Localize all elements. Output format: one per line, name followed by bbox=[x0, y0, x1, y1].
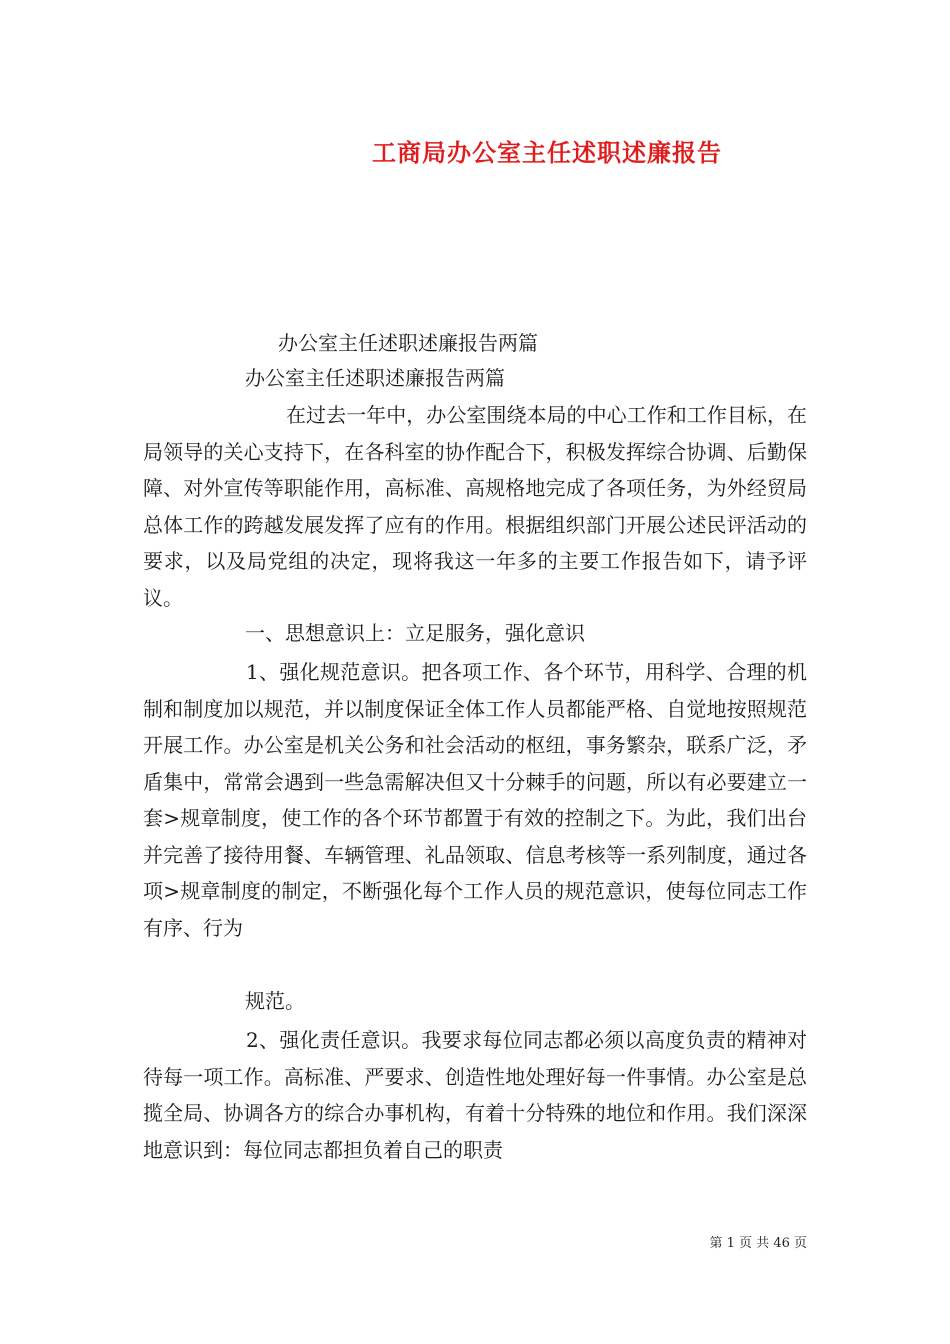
paragraph-intro: 在过去一年中，办公室围绕本局的中心工作和工作目标，在局领导的关心支持下，在各科室的协作配合下，积极发挥综合协调、后勤保障、对外宣传等职能作用，高标准、高规格地完成了各项任务，为外经贸局总体工作的跨越发展发挥了应有的作用。根据组织部门开展公述民评活动的要求，以及局党组的决定，现将我这一年多的主要工作报告如下，请予评议。 bbox=[143, 403, 807, 610]
subtitle-1: 办公室主任述职述廉报告两篇 bbox=[278, 331, 538, 355]
paragraph-responsibility: 2、强化责任意识。我要求每位同志都必须以高度负责的精神对待每一项工作。高标准、严要求、创造性地处理好每一件事情。办公室是总揽全局、协调各方的综合办事机构，有着十分特殊的地位和作用。我们深深地意识到：每位同志都担负着自己的职责 bbox=[143, 1028, 807, 1162]
subtitle-2: 办公室主任述职述廉报告两篇 bbox=[245, 366, 505, 390]
paragraph-standardization: 1、强化规范意识。把各项工作、各个环节，用科学、合理的机制和制度加以规范，并以制度保证全体工作人员都能严格、自觉地按照规范开展工作。办公室是机关公务和社会活动的枢纽，事务繁杂，联系广泛，矛盾集中，常常会遇到一些急需解决但又十分棘手的问题，所以有必要建立一套>规章制度，使工作的各个环节都置于有效的控制之下。为此，我们出台并完善了接待用餐、车辆管理、礼品领取、信息考核等一系列制度，通过各项>规章制度的制定，不断强化每个工作人员的规范意识，使每位同志工作有序、行为 bbox=[143, 660, 807, 940]
page-number-footer: 第 1 页 共 46 页 bbox=[709, 1236, 807, 1251]
document-title: 工商局办公室主任述职述廉报告 bbox=[372, 138, 722, 167]
section-heading-1: 一、思想意识上：立足服务，强化意识 bbox=[245, 621, 585, 645]
paragraph-standardization-tail: 规范。 bbox=[245, 989, 305, 1013]
